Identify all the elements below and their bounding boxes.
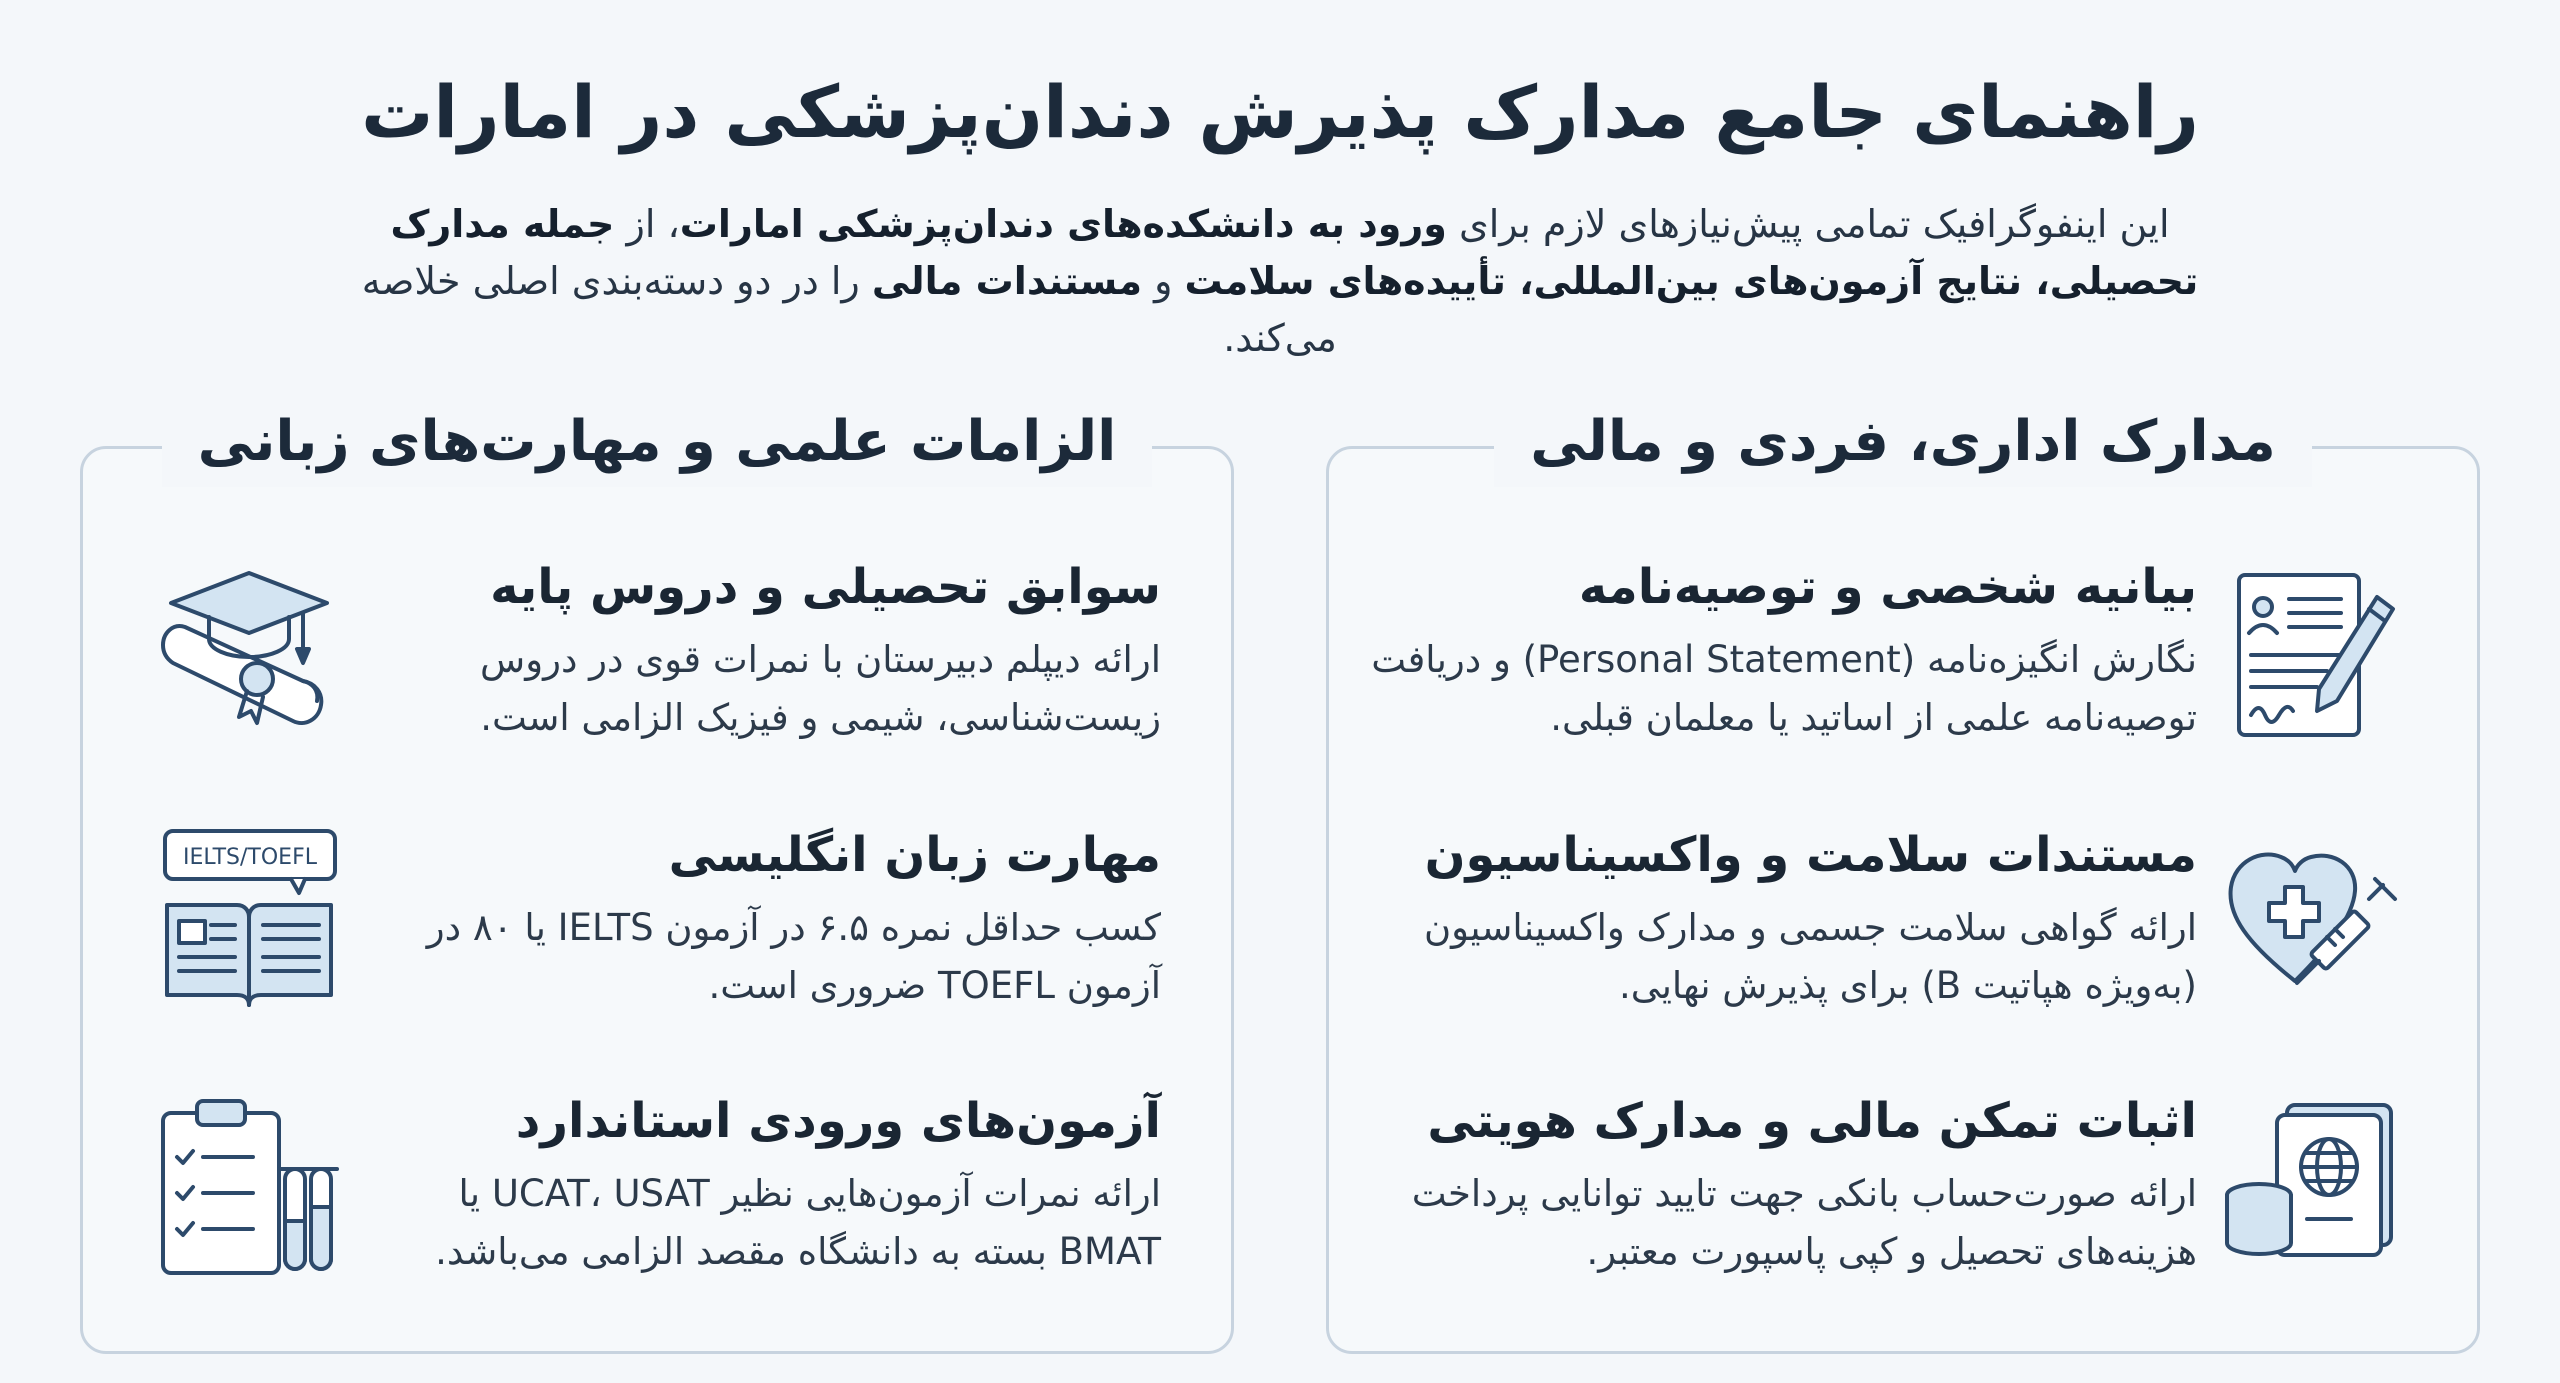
intro-text-3: و	[1142, 259, 1185, 303]
document-pen-icon	[2217, 557, 2407, 747]
item-description: ارائه گواهی سلامت جسمی و مدارک واکسیناسیون (به‌ویژه هپاتیت B) برای پذیرش نهایی.	[1423, 906, 2197, 1007]
intro-bold-2: جمله مدارک تحصیلی، نتایج آزمون‌های بین‌المللی، تأییده‌های سلامت	[390, 202, 2199, 303]
item-heading: سوابق تحصیلی و دروس پایه	[490, 559, 1161, 615]
item-heading: مهارت زبان انگلیسی	[668, 827, 1161, 883]
panel-heading: مدارک اداری، فردی و مالی	[1329, 397, 2477, 487]
health-vaccination-item	[1329, 825, 2477, 1055]
panel-heading: الزامات علمی و مهارت‌های زبانی	[83, 397, 1231, 487]
clipboard-testtubes-icon	[153, 1091, 343, 1281]
svg-text:IELTS/TOEFL: IELTS/TOEFL	[183, 845, 317, 870]
intro-bold-3: مستندات مالی	[871, 259, 1142, 303]
intro-text-4: را در دو دسته‌بندی اصلی خلاصه می‌کند.	[361, 259, 1337, 360]
item-heading: آزمون‌های ورودی استاندارد	[515, 1093, 1161, 1149]
item-description: نگارش انگیزه‌نامه (Personal Statement) و دریافت توصیه‌نامه علمی از اساتید یا معلمان قبلی.	[1371, 638, 2197, 739]
intro-text-1: این اینفوگرافیک تمامی پیش‌نیازهای لازم برای	[1446, 202, 2170, 246]
item-description: ارائه دیپلم دبیرستان با نمرات قوی در دروس زیست‌شناسی، شیمی و فیزیک الزامی است.	[480, 638, 1161, 739]
item-heading: مستندات سلامت و واکسیناسیون	[1424, 827, 2197, 883]
item-heading: اثبات تمکن مالی و مدارک هویتی	[1427, 1093, 2197, 1149]
intro-bold-1: ورود به دانشکده‌های دندان‌پزشکی امارات	[679, 202, 1447, 246]
item-description: ارائه نمرات آزمون‌هایی نظیر UCAT، USAT یا BMAT بسته به دانشگاه مقصد الزامی می‌باشد.	[435, 1172, 1161, 1273]
intro-paragraph	[360, 196, 2200, 367]
academic-language-panel	[80, 409, 1234, 1354]
intro-text-2: ، از	[614, 202, 680, 246]
open-book-icon	[153, 825, 343, 1015]
item-description: کسب حداقل نمره ۶.۵ در آزمون IELTS یا ۸۰ در آزمون TOEFL ضروری است.	[426, 906, 1161, 1007]
graduation-diploma-icon	[153, 557, 343, 747]
academic-records-item	[83, 557, 1231, 787]
page-title: راهنمای جامع مدارک پذیرش دندان‌پزشکی در امارات	[361, 70, 2199, 154]
item-description: ارائه صورت‌حساب بانکی جهت تایید توانایی پرداخت هزینه‌های تحصیل و کپی پاسپورت معتبر.	[1411, 1172, 2197, 1273]
english-skill-item	[83, 825, 1231, 1055]
financial-identity-item	[1329, 1091, 2477, 1321]
personal-statement-item	[1329, 557, 2477, 787]
entrance-exams-item	[83, 1091, 1231, 1321]
heart-syringe-icon	[2217, 825, 2407, 1015]
item-heading: بیانیه شخصی و توصیه‌نامه	[1578, 559, 2197, 615]
administrative-documents-panel	[1326, 409, 2480, 1354]
passport-coins-icon	[2217, 1091, 2407, 1281]
